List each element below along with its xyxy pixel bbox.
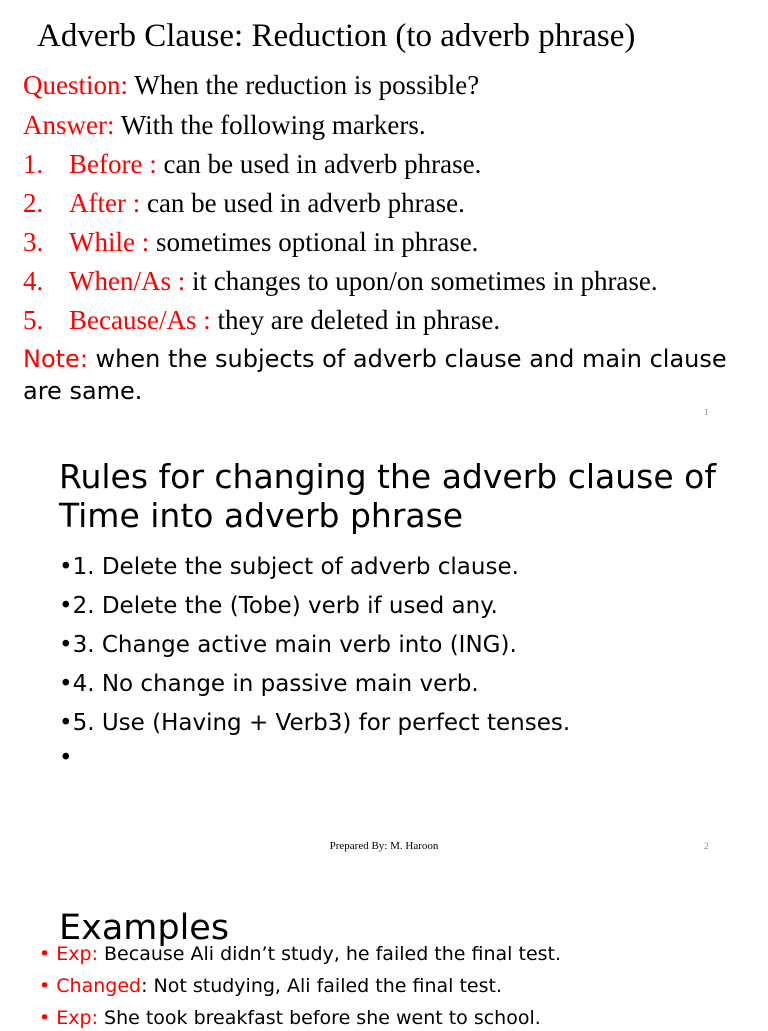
marker-word: While : [69,227,150,257]
marker-text: can be used in adverb phrase. [156,149,482,179]
rule-item [59,630,517,660]
slide2-title: Rules for changing the adverb clause of Time into adverb phrase [59,457,716,535]
bullet-dot: • [59,632,73,658]
bullet-dot: • [59,554,73,580]
example-label: Exp: [56,943,98,965]
marker-number: 5. [23,305,44,335]
note-paragraph [23,343,743,407]
marker-text: sometimes optional in phrase. [149,227,479,257]
marker-item [23,304,500,336]
bullet-dot: • [59,671,73,697]
example-text: Because Ali didn’t study, he failed the final test. [97,943,562,965]
question-line [23,69,479,101]
rule-item [59,591,498,621]
marker-word: When/As : [69,266,186,296]
example-label: Exp: [56,1007,98,1029]
marker-item [23,265,658,297]
answer-label: Answer: [23,110,115,140]
bullet-dot: • [39,975,51,997]
bullet-dot: • [59,593,73,619]
question-text: When the reduction is possible? [128,70,480,100]
marker-item [23,148,481,180]
rule-text: 5. Use (Having + Verb3) for perfect tenses. [72,710,571,736]
marker-number: 2. [23,188,44,218]
rule-text: 3. Change active main verb into (ING). [72,632,517,658]
marker-word: Before : [69,149,157,179]
slide1-title: Adverb Clause: Reduction (to adverb phrase) [37,18,636,54]
bullet-dot: • [39,943,51,965]
example-line [39,973,502,999]
example-line [39,941,561,967]
answer-line [23,109,426,141]
marker-word: Because/As : [69,305,211,335]
rule-item [59,552,519,582]
bullet-dot: • [59,710,73,736]
note-label: Note: [23,345,88,373]
rule-item [59,708,570,738]
marker-word: After : [69,188,141,218]
marker-number: 4. [23,266,44,296]
example-line [39,1005,541,1031]
note-text: when the subjects of adverb clause and main clause are same. [23,345,727,405]
slide3-title: Examples [59,908,230,948]
marker-item [23,226,478,258]
marker-text: they are deleted in phrase. [210,305,501,335]
page-number: 2 [704,841,709,851]
example-label: Changed [56,975,142,997]
question-label: Question: [23,70,128,100]
marker-text: can be used in adverb phrase. [140,188,465,218]
rule-item [59,669,479,699]
marker-number: 3. [23,227,44,257]
page-number: 1 [704,407,709,417]
bullet-dot: • [59,745,73,771]
marker-item [23,187,465,219]
rule-text: 2. Delete the (Tobe) verb if used any. [72,593,498,619]
rule-item [59,743,73,773]
rule-text: 4. No change in passive main verb. [72,671,479,697]
marker-text: it changes to upon/on sometimes in phrase. [185,266,658,296]
marker-number: 1. [23,149,44,179]
footer-credit: Prepared By: M. Haroon [329,840,439,852]
example-text: : Not studying, Ali failed the final test. [141,975,502,997]
bullet-dot: • [39,1007,51,1029]
example-text: She took breakfast before she went to school. [97,1007,541,1029]
rule-text: 1. Delete the subject of adverb clause. [72,554,519,580]
answer-text: With the following markers. [114,110,426,140]
